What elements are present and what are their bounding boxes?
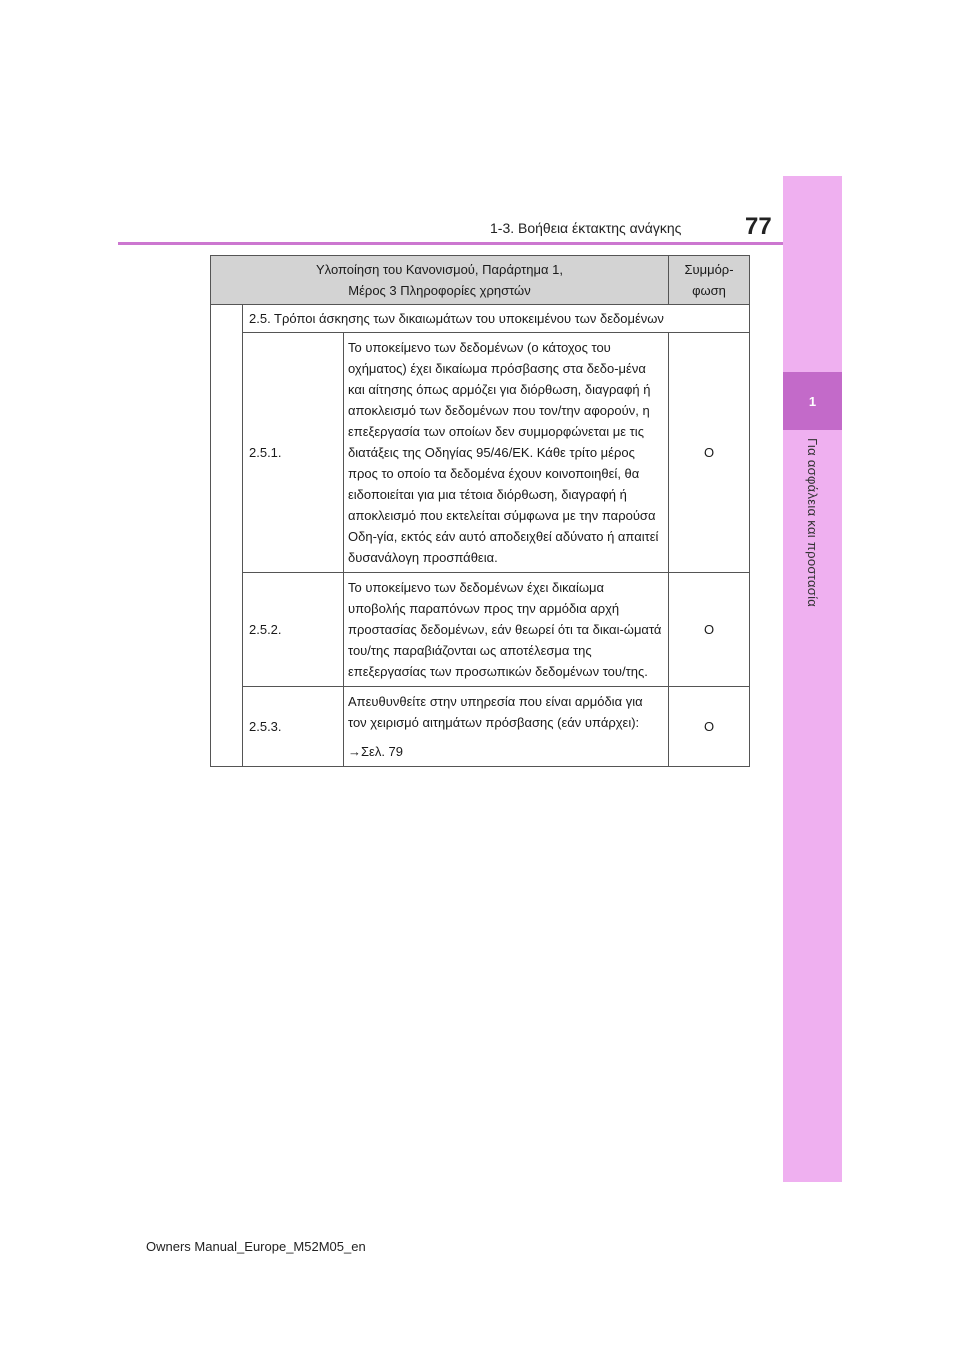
footer-text: Owners Manual_Europe_M52M05_en bbox=[146, 1239, 366, 1254]
row-description bbox=[344, 573, 669, 687]
chapter-side-tab bbox=[783, 176, 842, 1182]
row-description bbox=[344, 687, 669, 767]
header-compliance-line2: φωση bbox=[692, 283, 726, 298]
row-compliance: O bbox=[669, 687, 750, 767]
row-number: 2.5.1. bbox=[243, 333, 344, 573]
section-title: 1-3. Βοήθεια έκτακτης ανάγκης bbox=[490, 220, 682, 236]
table-row bbox=[211, 573, 750, 687]
regulation-table bbox=[210, 255, 750, 767]
indent-cell bbox=[211, 305, 243, 767]
chapter-title-vertical bbox=[783, 438, 842, 638]
row-text: Το υποκείμενο των δεδομένων (ο κάτοχος του οχήματος) έχει δικαίωμα πρόσβασης στα δεδο-μένα και αίτησης όπως αρμόζει για διόρθωση, διαγραφή ή αποκλεισμό των δεδομένων που τον/την αφορούν, η επεξεργασία των οποίων δεν συμμορφώνεται με τις διατάξεις της Οδηγίας 95/46/ΕΚ. Κάθε τρίτο μέρος προς το οποίο τα δεδομένα έχουν κοινοποιηθεί, θα ειδοποιείται για μια τέτοια διόρθωση, διαγραφή ή αποκλεισμό που εκτελείται σύμφωνα με την παρούσα Οδη-γία, εκτός εάν αυτό αποδειχθεί αδύνατο ή απαιτεί δυσανάλογη προσπάθεια. bbox=[348, 340, 659, 565]
row-text: Απευθυνθείτε στην υπηρεσία που είναι αρμόδια για τον χειρισμό αιτημάτων πρόσβασης (εάν υπάρχει): bbox=[348, 694, 643, 730]
chapter-number-box bbox=[783, 372, 842, 430]
page-reference-link[interactable]: →Σελ. 79 bbox=[348, 744, 404, 759]
table-row bbox=[211, 333, 750, 573]
section-heading-row bbox=[211, 305, 750, 333]
table-row bbox=[211, 687, 750, 767]
row-text: Το υποκείμενο των δεδομένων έχει δικαίωμα υποβολής παραπόνων προς την αρμόδια αρχή προστασίας δεδομένων, εάν θεωρεί ότι τα δικαι-ώματά του/της παραβιάζονται ως αποτέλεσμα της επεξεργασίας των προσωπικών δεδομένων του/της. bbox=[348, 580, 662, 679]
row-number: 2.5.2. bbox=[243, 573, 344, 687]
table-header-row bbox=[211, 256, 750, 305]
row-description bbox=[344, 333, 669, 573]
header-compliance bbox=[669, 256, 750, 305]
row-compliance: O bbox=[669, 573, 750, 687]
row-compliance: O bbox=[669, 333, 750, 573]
chapter-number: 1 bbox=[808, 393, 817, 409]
header-divider bbox=[118, 242, 783, 245]
header-implementation-line1: Υλοποίηση του Κανονισμού, Παράρτημα 1, bbox=[316, 262, 563, 277]
section-heading: 2.5. Τρόποι άσκησης των δικαιωμάτων του υποκειμένου των δεδομένων bbox=[243, 305, 750, 333]
row-number: 2.5.3. bbox=[243, 687, 344, 767]
header-compliance-line1: Συμμόρ- bbox=[684, 262, 734, 277]
page-number: 77 bbox=[745, 213, 772, 240]
header-implementation bbox=[211, 256, 669, 305]
chapter-title: Για ασφάλεια και προστασία bbox=[805, 438, 820, 608]
header-implementation-line2: Μέρος 3 Πληροφορίες χρηστών bbox=[348, 283, 531, 298]
